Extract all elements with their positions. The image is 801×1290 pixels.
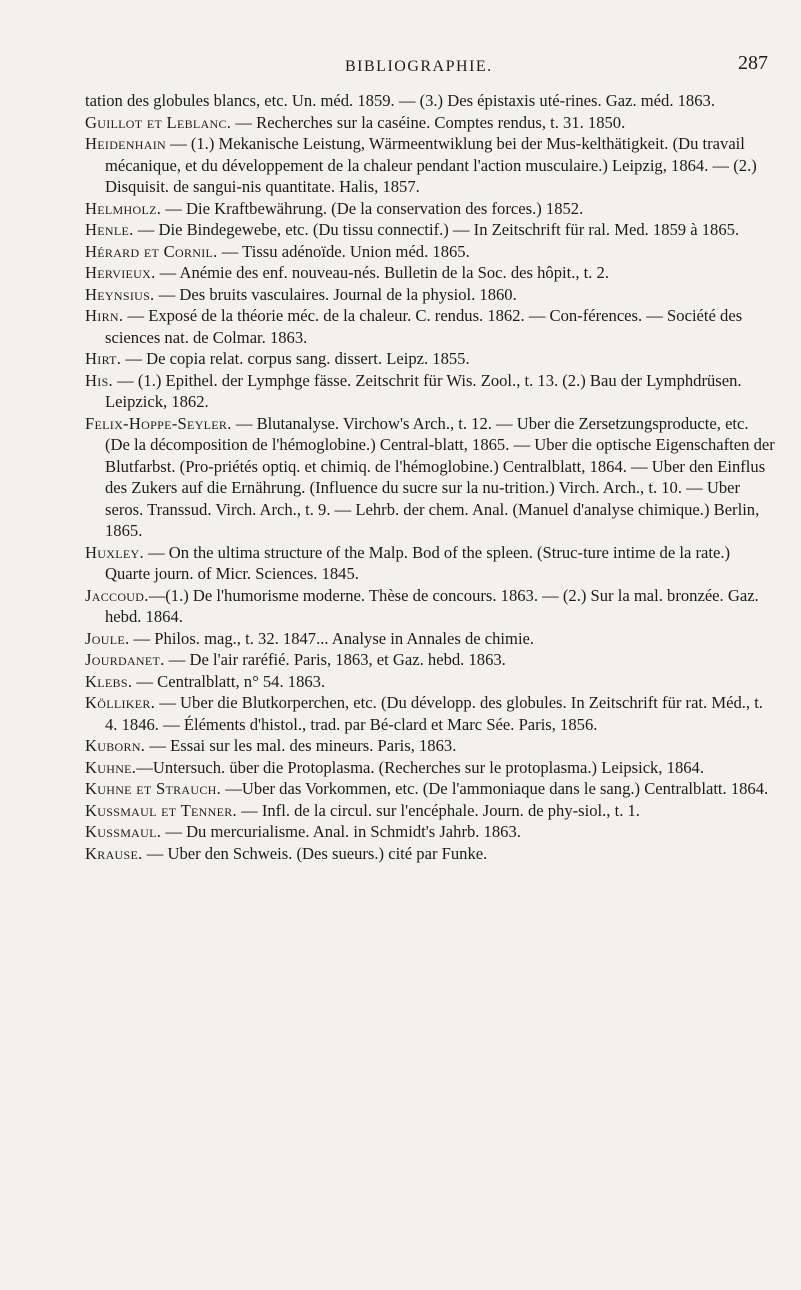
bibliography-entry (85, 735, 775, 757)
entry-text: — Des bruits vasculaires. Journal de la physiol. 1860. (154, 284, 517, 304)
entry-author: His. (85, 370, 114, 390)
bibliography-entry (85, 284, 775, 306)
entry-text: — On the ultima structure of the Malp. Bod of the spleen. (Struc-ture intime de la rate.) Quarte journ. of Micr. Sciences. 1845. (105, 542, 731, 583)
bibliography-entry (85, 649, 775, 671)
bibliography-entry (85, 348, 775, 370)
entry-author: Hirn. (85, 306, 124, 325)
entry-author: Krause. (85, 843, 143, 863)
entry-author: Heynsius. (85, 284, 155, 304)
entry-text: — Tissu adénoïde. Union méd. 1865. (217, 241, 470, 261)
entry-author: Kuborn. (85, 736, 146, 755)
entry-text: — Exposé de la théorie méc. de la chaleur. C. rendus. 1862. — Con-férences. — Société des sciences nat. de Colmar. 1863. (105, 306, 743, 347)
entry-author: Huxley. (85, 542, 144, 562)
bibliography-entry (85, 133, 775, 198)
entry-text: — (1.) Epithel. der Lymphge fässe. Zeitschrit für Wis. Zool., t. 13. (2.) Bau der Lymphdrüsen. Leipzick, 1862. (105, 370, 742, 411)
entry-author: Heidenhain (85, 134, 166, 153)
entry-author: Hérard et Cornil. (85, 241, 218, 261)
bibliography-entry (85, 843, 775, 865)
entry-text: — (1.) Mekanische Leistung, Wärmeentwiklung bei der Mus-kelthätigkeit. (Du travail mécanique, et du développement de la chaleur pendant l'action musculaire.) Leipzig, 1864. — (2.) Disquisit. de sangui-nis quantitate. Halis, 1857. (105, 134, 757, 196)
entry-author: Jaccoud. (85, 585, 149, 605)
bibliography-list (85, 90, 775, 864)
entry-text: — Die Bindegewebe, etc. (Du tissu connectif.) — In Zeitschrift für ral. Med. 1859 à 1865. (133, 220, 740, 239)
entry-text: — De l'air raréfié. Paris, 1863, et Gaz. hebd. 1863. (164, 650, 506, 669)
page-header (85, 52, 785, 82)
entry-text: — Essai sur les mal. des mineurs. Paris, 1863. (145, 736, 457, 755)
bibliography-entry (85, 305, 775, 348)
entry-author: Helmholz. (85, 198, 162, 218)
entry-text: — Anémie des enf. nouveau-nés. Bulletin de la Soc. des hôpit., t. 2. (155, 263, 610, 282)
entry-author: Joule. (85, 628, 130, 648)
bibliography-entry (85, 241, 775, 263)
entry-text: — Blutanalyse. Virchow's Arch., t. 12. — Uber die Zersetzungsproducte, etc. (De la décomposition de l'hémoglobine.) Central-blatt, 1865. — Uber die optische Eigenschaften der Blutfarbst. (Pro-priétés optiq. et chimiq. de l'hémoglobine.) Centralblatt, 1864. — Uber den Einflus des Zukers auf die Ernährung. (Influence du sucre sur la nu-trition.) Virch. Arch., t. 10. — Uber seros. Transsud. Virch. Arch., t. 9. — Lehrb. der chem. Anal. (Manuel d'analyse chimique.) Berlin, 1865. (105, 413, 775, 540)
entry-author: Kussmaul et Tenner. (85, 800, 237, 820)
bibliography-entry (85, 692, 775, 735)
entry-author: Kuhne. (85, 757, 137, 777)
bibliography-entry (85, 671, 775, 693)
bibliography-entry (85, 800, 775, 822)
bibliography-entry (85, 628, 775, 650)
entry-text: — Uber den Schweis. (Des sueurs.) cité par Funke. (142, 843, 488, 863)
entry-author: Kussmaul. (85, 822, 162, 841)
entry-text: — Infl. de la circul. sur l'encéphale. Journ. de phy-siol., t. 1. (236, 800, 640, 820)
bibliography-entry (85, 821, 775, 843)
entry-text: —(1.) De l'humorisme moderne. Thèse de concours. 1863. — (2.) Sur la mal. bronzée. Gaz. hebd. 1864. (105, 585, 759, 626)
bibliography-entry (85, 413, 775, 542)
entry-author: Hirt. (85, 349, 122, 368)
bibliography-entry (85, 370, 775, 413)
entry-text: —Untersuch. über die Protoplasma. (Recherches sur le protoplasma.) Leipsick, 1864. (136, 757, 704, 777)
entry-author: Felix-Hoppe-Seyler. (85, 413, 232, 433)
entry-author: Kölliker. (85, 693, 156, 712)
entry-author: Henle. (85, 220, 134, 239)
entry-text: — De copia relat. corpus sang. dissert. Leipz. 1855. (121, 349, 470, 368)
bibliography-entry (85, 90, 775, 112)
entry-author: Hervieux. (85, 263, 156, 282)
entry-text: — Die Kraftbewährung. (De la conservation des forces.) 1852. (161, 198, 584, 218)
entry-text: — Philos. mag., t. 32. 1847... Analyse in Annales de chimie. (129, 628, 535, 648)
entry-author: Jourdanet. (85, 650, 165, 669)
bibliography-entry (85, 262, 775, 284)
bibliography-entry (85, 198, 775, 220)
bibliography-entry (85, 757, 775, 779)
entry-text: — Uber die Blutkorperchen, etc. (Du développ. des globules. In Zeitschrift für rat. Méd., t. 4. 1846. — Éléments d'histol., trad. par Bé-clard et Marc Sée. Paris, 1856. (105, 693, 763, 734)
entry-text: — Recherches sur la caséine. Comptes rendus, t. 31. 1850. (231, 112, 626, 132)
bibliography-entry (85, 542, 775, 585)
entry-text: — Du mercurialisme. Anal. in Schmidt's Jahrb. 1863. (161, 822, 521, 841)
entry-author: Kuhne et Strauch. (85, 779, 222, 798)
entry-text: —Uber das Vorkommen, etc. (De l'ammoniaque dans le sang.) Centralblatt. 1864. (221, 779, 769, 798)
bibliography-entry (85, 585, 775, 628)
running-head: BIBLIOGRAPHIE. (345, 58, 493, 75)
bibliography-entry (85, 219, 775, 241)
entry-text: tation des globules blancs, etc. Un. méd. 1859. — (3.) Des épistaxis uté-rines. Gaz. méd. 1863. (85, 91, 715, 110)
entry-author: Guillot et Leblanc. (85, 112, 232, 132)
page-number: 287 (738, 52, 768, 74)
bibliography-entry (85, 778, 775, 800)
bibliography-entry (85, 112, 775, 134)
entry-text: — Centralblatt, n° 54. 1863. (132, 671, 326, 691)
entry-author: Klebs. (85, 671, 133, 691)
